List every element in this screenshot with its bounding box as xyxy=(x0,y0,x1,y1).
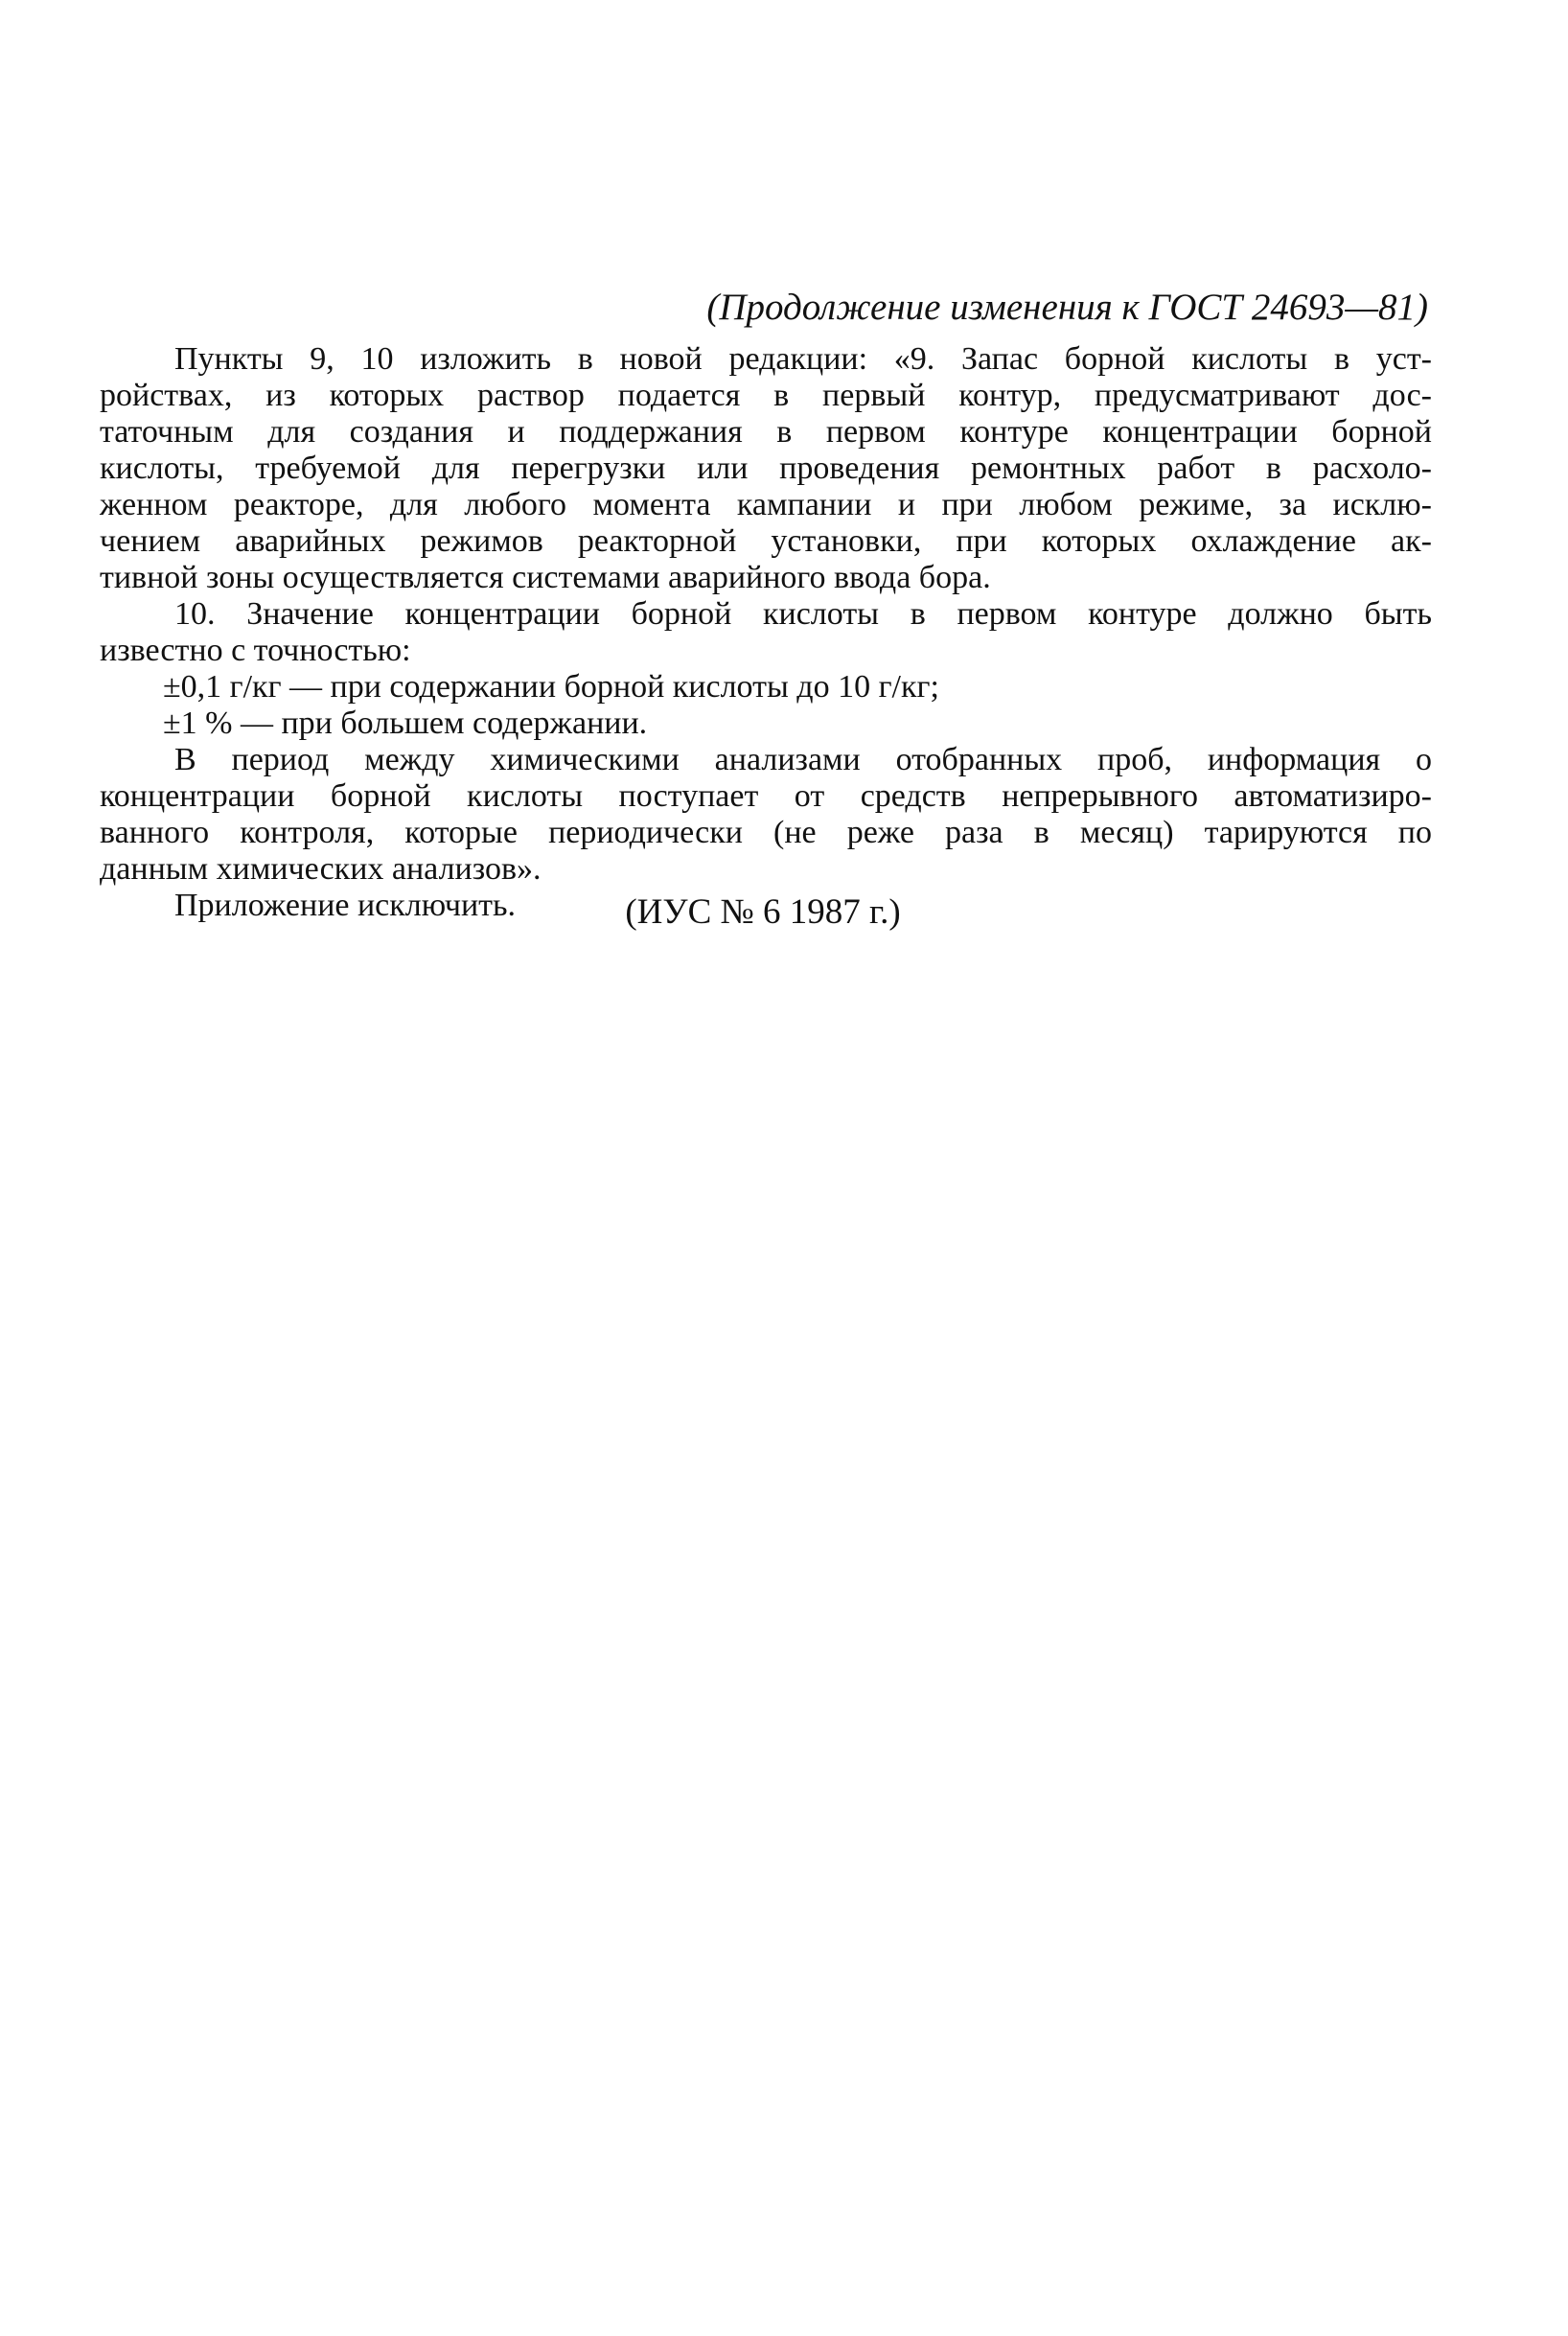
text-line: женном реакторе, для любого момента кампании и при любом режиме, за исклю- xyxy=(100,487,1432,522)
text-line: концентрации борной кислоты поступает от средств непрерывного автоматизиро- xyxy=(100,778,1432,814)
appendix-line: Приложение исключить. xyxy=(174,888,517,923)
text-line: ванного контроля, которые периодически (не реже раза в месяц) тарируются по xyxy=(100,815,1432,850)
ius-source: (ИУС № 6 1987 г.) xyxy=(625,892,901,932)
amendment-text xyxy=(100,341,1432,924)
text-line: кислоты, требуемой для перегрузки или проведения ремонтных работ в расхоло- xyxy=(100,451,1432,486)
tolerance-line: ±0,1 г/кг — при содержании борной кислоты до 10 г/кг; xyxy=(163,669,939,705)
text-line: ройствах, из которых раствор подается в первый контур, предусматривают дос- xyxy=(100,378,1432,413)
text-line: таточным для создания и поддержания в первом контуре концентрации борной xyxy=(100,414,1432,450)
text-line: известно с точностью: xyxy=(100,633,411,668)
ius-source-line xyxy=(0,891,1568,934)
text-line: 10. Значение концентрации борной кислоты в первом контуре должно быть xyxy=(174,596,1432,632)
text-line: чением аварийных режимов реакторной установки, при которых охлаждение ак- xyxy=(100,523,1432,559)
tolerance-line: ±1 % — при большем содержании. xyxy=(163,705,648,741)
text-line: Пункты 9, 10 изложить в новой редакции: «9. Запас борной кислоты в уст- xyxy=(174,341,1432,377)
text-line: В период между химическими анализами отобранных проб, информация о xyxy=(174,742,1432,777)
continuation-header: (Продолжение изменения к ГОСТ 24693—81) xyxy=(706,287,1428,328)
text-line: тивной зоны осуществляется системами аварийного ввода бора. xyxy=(100,560,991,595)
text-line: данным химических анализов». xyxy=(100,851,542,887)
